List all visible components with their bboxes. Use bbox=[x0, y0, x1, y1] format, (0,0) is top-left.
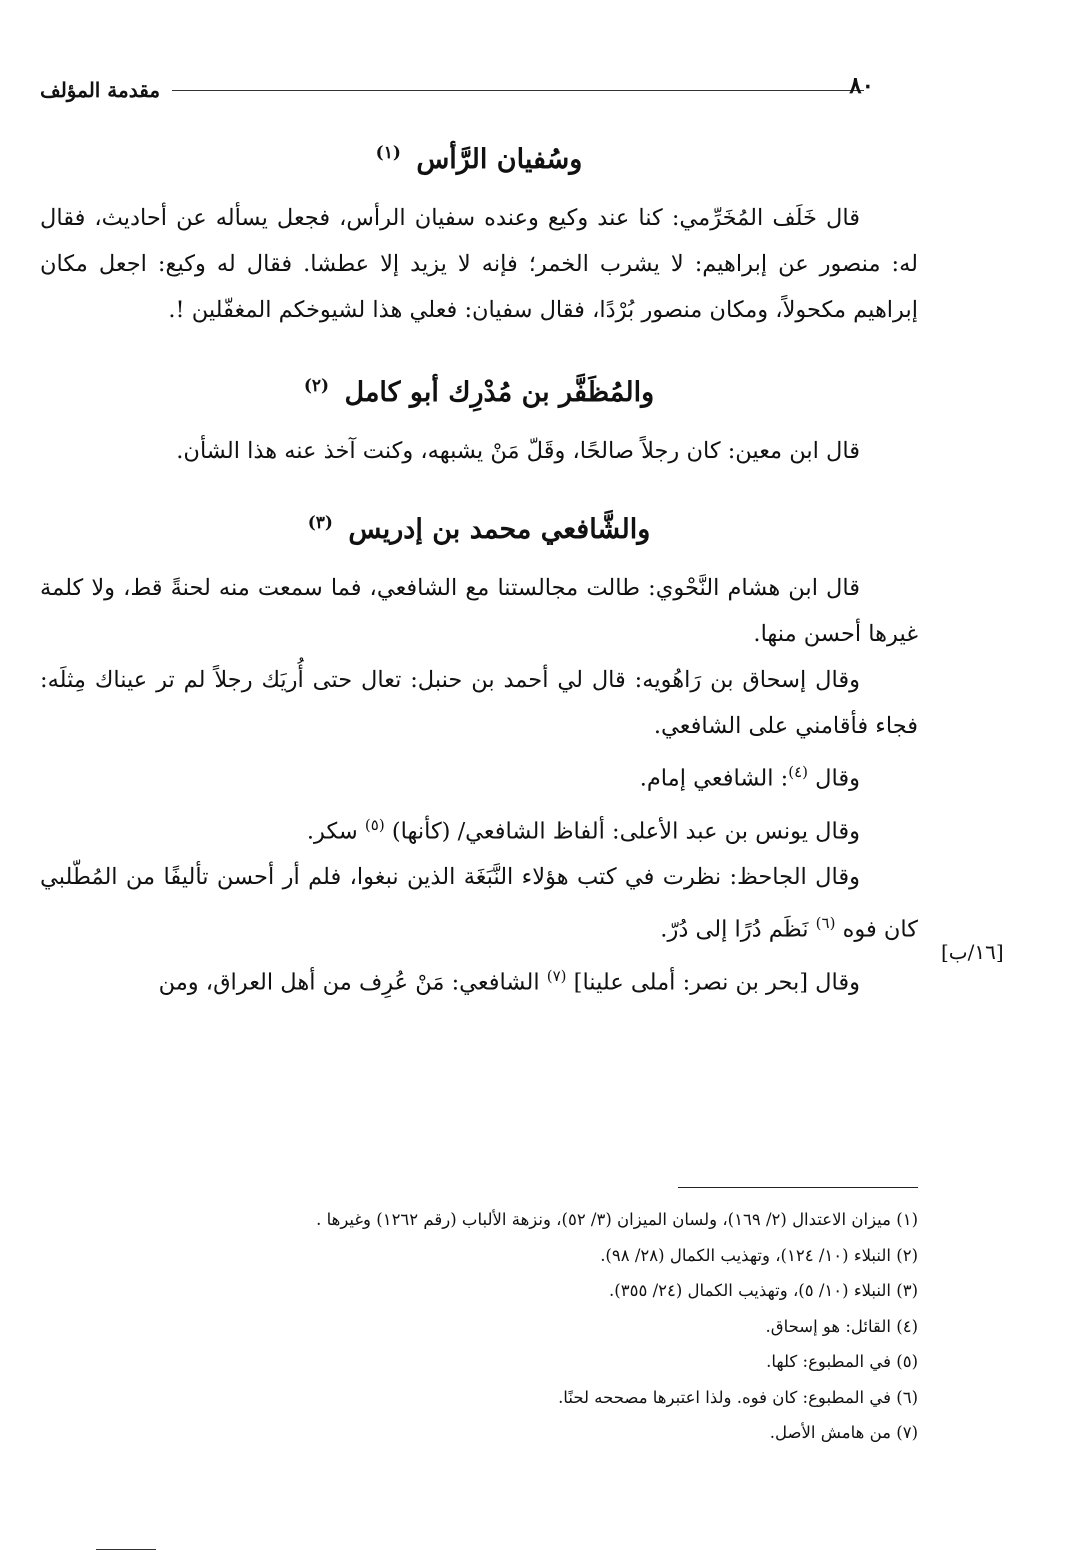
entry-title-text: والمُظَفَّر بن مُدْرِك أبو كامل bbox=[344, 377, 655, 408]
footnote: (١) ميزان الاعتدال (٢/ ١٦٩)، ولسان الميزان (٣/ ٥٢)، ونزهة الألباب (رقم ١٢٦٢) وغيرها . bbox=[316, 1210, 918, 1229]
footnote-ref: (٤) bbox=[788, 763, 809, 781]
paragraph bbox=[40, 802, 918, 855]
footnotes bbox=[130, 1202, 918, 1451]
entry-title bbox=[40, 488, 918, 565]
paragraph-text: نَظَم دُرًا إلى دُرّ. bbox=[660, 916, 809, 943]
paragraph-text: : الشافعي إمام. bbox=[639, 765, 789, 792]
paragraph: وقال إسحاق بن رَاهُويه: قال لي أحمد بن حنبل: تعال حتى أُريَك رجلاً لم تر عيناك مِثلَه: فجاء فأقامني على الشافعي. bbox=[40, 667, 918, 739]
entry-title-text: والشَّافعي محمد بن إدريس bbox=[348, 514, 651, 545]
paragraph: قال خَلَف المُخَرِّمي: كنا عند وكيع وعنده سفيان الرأس، فجعل يسأله عن أحاديث، فقال له: منصور عن إبراهيم: لا يشرب الخمر؛ فإنه لا يزيد إلا عطشا. فقال له وكيع: اجعل مكان إبراهيم مكحولاً، ومكان منصور بُرْدًا، فقال سفيان: فعلي هذا لشيوخكم المغفّلين !. bbox=[40, 205, 918, 323]
paragraph bbox=[40, 749, 918, 802]
footnote-ref: (١) bbox=[375, 143, 401, 163]
entry-title bbox=[40, 118, 918, 195]
paragraph-text: سكر. bbox=[306, 818, 358, 844]
section-title: مقدمة المؤلف bbox=[40, 78, 161, 102]
footnote: (٤) القائل: هو إسحاق. bbox=[765, 1316, 918, 1336]
main-text bbox=[40, 118, 918, 1005]
footnote-ref: (٦) bbox=[815, 914, 836, 932]
paragraph-text: وقال يونس بن عبد الأعلى: ألفاظ الشافعي/ (كأنها) bbox=[391, 818, 860, 844]
page-number: ٨٠ bbox=[849, 72, 874, 99]
paragraph bbox=[40, 953, 918, 1006]
entry-title bbox=[40, 351, 918, 428]
footnote-ref: (٥) bbox=[364, 815, 385, 834]
bottom-scan-mark bbox=[96, 1549, 156, 1550]
footnote-ref: (٢) bbox=[303, 376, 330, 396]
paragraph-text: وقال bbox=[815, 765, 860, 792]
footnote: (٢) النبلاء (١٠/ ١٢٤)، وتهذيب الكمال (٢٨/ ٩٨). bbox=[600, 1245, 918, 1265]
section-spacer bbox=[40, 474, 918, 488]
manuscript-folio-marker: [١٦/ب] bbox=[941, 940, 1004, 964]
footnote: (٦) في المطبوع: كان فوه. ولذا اعتبرها مصححه لحنًا. bbox=[558, 1387, 918, 1407]
header-rule bbox=[172, 90, 864, 91]
entry-title-text: وسُفيان الرَّأس bbox=[416, 144, 583, 175]
section-spacer bbox=[40, 333, 918, 351]
footnote: (٣) النبلاء (١٠/ ٥)، وتهذيب الكمال (٢٤/ ٣٥٥). bbox=[609, 1281, 918, 1300]
paragraph-text: الشافعي: مَنْ عُرِف من أهل العراق، ومن bbox=[158, 969, 540, 995]
footnote-ref: (٧) bbox=[546, 966, 567, 985]
paragraph bbox=[40, 854, 918, 953]
paragraph: قال ابن معين: كان رجلاً صالحًا، وقَلّ مَنْ يشبهه، وكنت آخذ عنه هذا الشأن. bbox=[176, 438, 860, 464]
footnote: (٧) من هامش الأصل. bbox=[769, 1423, 918, 1442]
running-header bbox=[40, 70, 874, 110]
paragraph: قال ابن هشام النَّحْوي: طالت مجالستنا مع الشافعي، فما سمعت منه لحنةً قط، ولا كلمة غيرها أحسن منها. bbox=[40, 575, 918, 647]
footnote-ref: (٣) bbox=[307, 513, 333, 533]
paragraph-text: وقال [بحر بن نصر: أملى علينا] bbox=[573, 969, 860, 995]
footnote: (٥) في المطبوع: كلها. bbox=[766, 1352, 918, 1371]
paragraph-text: وقال الجاحظ: نظرت في كتب هؤلاء النَّبَغَة الذين نبغوا، فلم أر أحسن تأليفًا من المُطّلبي كان فوه bbox=[40, 864, 918, 943]
footnote-divider bbox=[678, 1187, 918, 1188]
